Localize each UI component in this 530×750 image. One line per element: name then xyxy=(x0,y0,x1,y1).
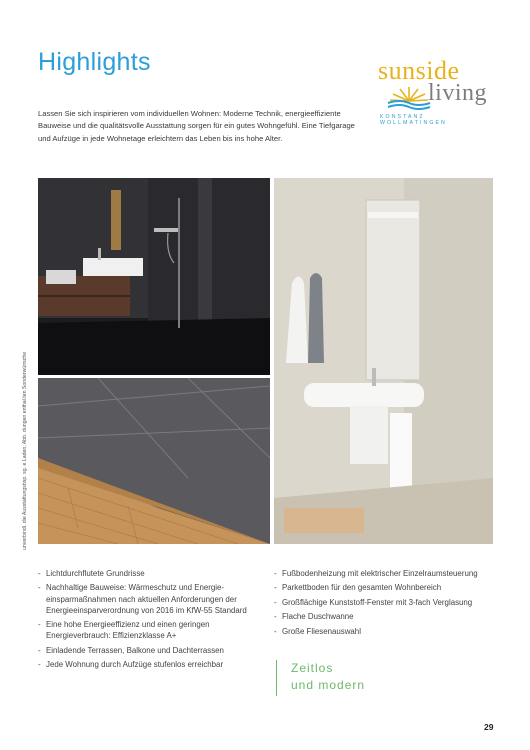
list-item: - Flache Duschwanne xyxy=(274,611,484,622)
image-disclaimer: unverbindl. die Ausstattungsbsp. sg. e Laden, Abb. dungen enthal.ten Sonderwünsche xyxy=(22,351,28,550)
list-item: - Großflächige Kunststoff-Fenster mit 3-fach Verglasung xyxy=(274,597,484,608)
washbasin-mirror-photo xyxy=(274,178,493,544)
sunside-living-logo xyxy=(376,56,494,124)
list-item: - Parkettboden für den gesamten Wohnbereich xyxy=(274,582,484,593)
list-item: - Lichtdurchflutete Grundrisse xyxy=(38,568,264,579)
list-item: - Jede Wohnung durch Aufzüge stufenlos erreichbar xyxy=(38,659,264,670)
list-item: - Eine hohe Energieeffizienz und einen geringen Energieverbrauch: Effizienzklasse A+ xyxy=(38,619,264,641)
list-item: - Große Fliesenauswahl xyxy=(274,626,484,637)
tagline-line1: Zeitlos xyxy=(291,661,334,675)
tagline-line2: und modern xyxy=(291,678,366,692)
page-title: Highlights xyxy=(38,48,151,76)
list-item: - Einladende Terrassen, Balkone und Dachterrassen xyxy=(38,645,264,656)
page-number: 29 xyxy=(484,722,494,732)
floor-tiles-parquet-photo xyxy=(38,378,270,544)
bathroom-shower-photo xyxy=(38,178,270,375)
features-list-right xyxy=(274,568,484,640)
intro-paragraph: Lassen Sie sich inspirieren vom individuellen Wohnen: Moderne Technik, energieeffiziente Bauweise und die qualitätsvolle Ausstattung sorgen für ein gutes Wohngefühl. Eine Tiefgarage und Aufzüge in jede Wohnetage erleichtern das Leben bis ins hohe Alter. xyxy=(38,109,355,143)
logo-word-sunside: sunside xyxy=(378,56,460,85)
list-item: - Fußbodenheizung mit elektrischer Einzelraumsteuerung xyxy=(274,568,484,579)
features-list-left xyxy=(38,568,264,674)
logo-tagline: KONSTANZ WOLLMATINGEN xyxy=(380,114,447,126)
tagline xyxy=(276,660,365,696)
sun-icon xyxy=(386,84,432,110)
list-item: - Nachhaltige Bauweise: Wärmeschutz und Energie-einsparmaßnahmen nach aktuellen Anforderungen der Energieeinsparverordnung von 2016 im KfW-55 Standard xyxy=(38,582,264,616)
logo-word-living: living xyxy=(428,80,488,106)
